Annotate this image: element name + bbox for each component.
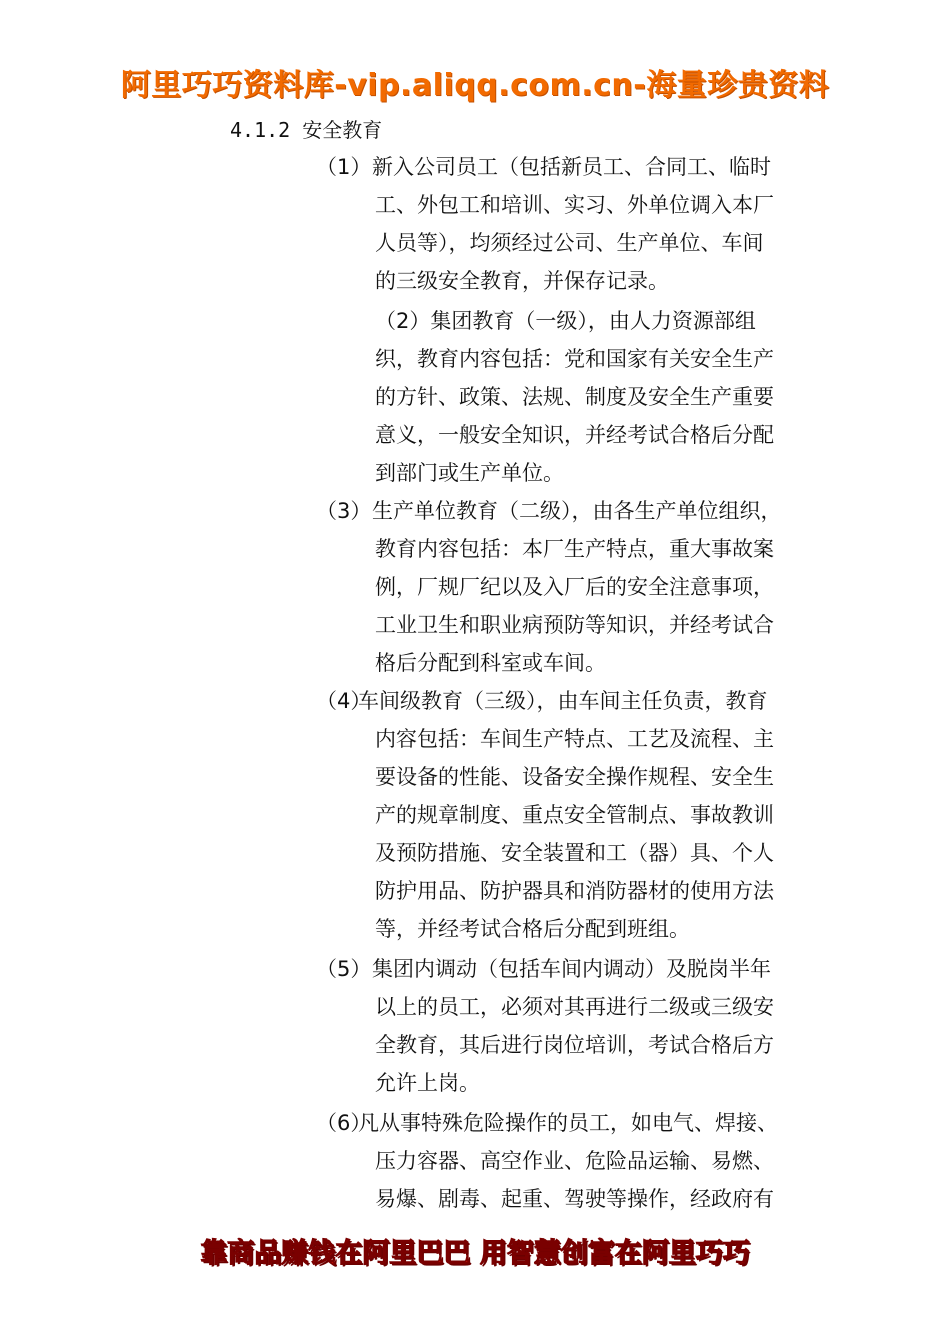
- item-6-line: 压力容器、高空作业、危险品运输、易燃、: [375, 1149, 774, 1173]
- item-5-line: 以上的员工，必须对其再进行二级或三级安: [375, 995, 774, 1019]
- item-4-line: 车间级教育（三级），由车间主任负责，教育: [358, 689, 768, 713]
- item-4-line: 产的规章制度、重点安全管制点、事故教训: [375, 803, 774, 827]
- item-1-line: 工、外包工和培训、实习、外单位调入本厂: [375, 193, 774, 217]
- item-6-number: （6）: [316, 1111, 372, 1135]
- item-2-line: 到部门或生产单位。: [375, 461, 564, 485]
- item-1-line: 新入公司员工（包括新员工、合同工、临时: [372, 155, 771, 179]
- item-4-number: （4）: [316, 689, 372, 713]
- item-2-line: 的方针、政策、法规、制度及安全生产重要: [375, 385, 774, 409]
- watermark-banner-bottom: 靠商品赚钱在阿里巴巴 用智慧创富在阿里巧巧: [200, 1238, 750, 1269]
- item-3-line: 格后分配到科室或车间。: [375, 651, 606, 675]
- item-6-line: 易爆、剧毒、起重、驾驶等操作，经政府有: [375, 1187, 774, 1211]
- item-3-number: （3）: [316, 499, 372, 523]
- item-2-line: （2）集团教育（一级），由人力资源部组: [375, 309, 756, 333]
- item-3-line: 工业卫生和职业病预防等知识，并经考试合: [375, 613, 774, 637]
- item-5-number: （5）: [316, 957, 372, 981]
- item-4-line: 等，并经考试合格后分配到班组。: [375, 917, 690, 941]
- item-1-line: 人员等），均须经过公司、生产单位、车间: [375, 231, 764, 255]
- item-4-line: 防护用品、防护器具和消防器材的使用方法: [375, 879, 774, 903]
- item-5-line: 集团内调动（包括车间内调动）及脱岗半年: [372, 957, 771, 981]
- item-3-line: 例，厂规厂纪以及入厂后的安全注意事项，: [375, 575, 774, 599]
- item-3-line: 教育内容包括：本厂生产特点，重大事故案: [375, 537, 774, 561]
- item-1-number: （1）: [316, 155, 372, 179]
- section-heading: 4.1.2 安全教育: [230, 118, 383, 142]
- item-4-line: 内容包括：车间生产特点、工艺及流程、主: [375, 727, 774, 751]
- item-5-line: 全教育，其后进行岗位培训，考试合格后方: [375, 1033, 774, 1057]
- item-5-line: 允许上岗。: [375, 1071, 480, 1095]
- item-3-line: 生产单位教育（二级），由各生产单位组织，: [372, 499, 782, 523]
- item-4-line: 及预防措施、安全装置和工（器）具、个人: [375, 841, 774, 865]
- item-2-line: 意义，一般安全知识，并经考试合格后分配: [375, 423, 774, 447]
- watermark-banner-top: 阿里巧巧资料库-vip.aliqq.com.cn-海量珍贵资料: [120, 68, 830, 103]
- item-6-line: 凡从事特殊危险操作的员工，如电气、焊接、: [358, 1111, 778, 1135]
- item-1-line: 的三级安全教育，并保存记录。: [375, 269, 669, 293]
- item-2-line: 织，教育内容包括：党和国家有关安全生产: [375, 347, 774, 371]
- item-4-line: 要设备的性能、设备安全操作规程、安全生: [375, 765, 774, 789]
